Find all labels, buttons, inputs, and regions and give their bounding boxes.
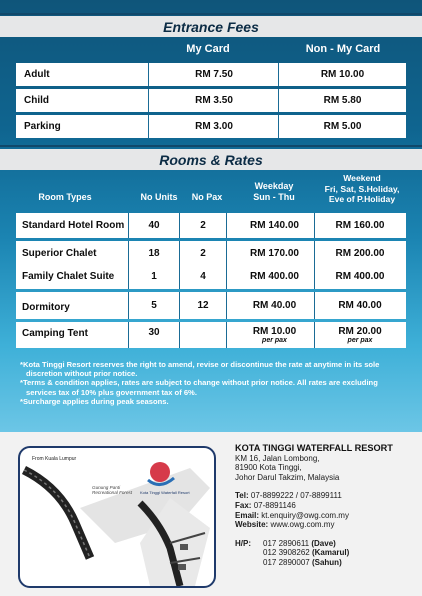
divider xyxy=(128,292,129,319)
divider xyxy=(128,213,129,238)
divider xyxy=(128,322,129,348)
divider xyxy=(226,213,227,238)
map-from-label: From Kuala Lumpur xyxy=(32,456,77,462)
room-type: Superior Chalet xyxy=(22,248,97,259)
hdr-weekend-3: Eve of P.Holiday xyxy=(328,194,396,204)
hdr-units: No Units xyxy=(140,192,178,202)
divider xyxy=(278,115,279,138)
room-pax: 2 xyxy=(200,220,206,231)
room-row xyxy=(16,213,406,238)
entrance-fees-title: Entrance Fees xyxy=(163,18,259,35)
divider xyxy=(226,264,227,289)
divider xyxy=(278,63,279,86)
room-pax: 4 xyxy=(200,271,206,282)
room-weekend-sub: per pax xyxy=(347,337,373,344)
fee-mycard: RM 7.50 xyxy=(195,69,233,80)
room-units: 18 xyxy=(148,248,160,259)
divider xyxy=(148,115,149,138)
resort-logo-icon xyxy=(150,462,170,482)
tel-value[interactable]: 07-8899222 / 07-8899111 xyxy=(250,491,342,501)
contact-block xyxy=(235,444,420,568)
divider xyxy=(179,213,180,238)
hdr-weekend-2: Fri, Sat, S.Holiday, xyxy=(324,183,400,194)
band-line-rooms xyxy=(0,145,422,147)
map-forest-label: Gunung Panti Recreational Forest xyxy=(92,485,133,495)
hdr-room-types: Room Types xyxy=(38,192,92,202)
room-weekday: RM 40.00 xyxy=(252,300,297,311)
room-type: Camping Tent xyxy=(22,328,88,339)
room-weekend: RM 160.00 xyxy=(335,220,385,231)
divider xyxy=(226,292,227,319)
hp-number[interactable]: 017 2890007 xyxy=(263,557,310,567)
map-resort-label: Kota Tinggi Waterfall Resort xyxy=(140,490,190,495)
room-row xyxy=(16,264,406,289)
room-weekday-cell xyxy=(228,326,321,346)
room-weekend-cell xyxy=(314,326,406,346)
hp-name: (Sahun) xyxy=(311,557,342,567)
room-type: Dormitory xyxy=(22,302,70,313)
fee-row-parking xyxy=(16,115,406,138)
address-2: 81900 Kota Tinggi, xyxy=(235,463,302,473)
note-2: *Terms & condition applies, rates are subject to change without prior notice. All rates are excluding services tax of 10% plus government tax of 6%. xyxy=(20,378,378,397)
fee-row-adult xyxy=(16,63,406,86)
hdr-weekend xyxy=(314,173,410,205)
fee-non: RM 5.80 xyxy=(323,95,362,106)
room-pax: 2 xyxy=(200,248,206,259)
divider xyxy=(226,322,227,348)
location-map xyxy=(18,446,216,588)
divider xyxy=(314,264,315,289)
hp-name: (Dave) xyxy=(311,538,336,548)
divider xyxy=(179,241,180,266)
room-weekday: RM 10.00 xyxy=(252,326,297,337)
note-3: *Surcharge applies during peak seasons. xyxy=(20,396,169,406)
email-link[interactable]: kt.enquiry@owg.com.my xyxy=(261,510,349,520)
fee-label: Adult xyxy=(24,69,50,80)
room-weekend: RM 40.00 xyxy=(338,300,382,311)
resort-name: KOTA TINGGI WATERFALL RESORT xyxy=(235,443,393,453)
divider xyxy=(314,322,315,348)
divider xyxy=(179,264,180,289)
address-1: KM 16, Jalan Lombong, xyxy=(235,453,320,463)
divider xyxy=(278,89,279,112)
footer xyxy=(0,432,422,596)
room-pax: 12 xyxy=(197,300,209,311)
hp-item xyxy=(263,558,349,568)
divider xyxy=(314,241,315,266)
divider xyxy=(179,322,180,348)
divider xyxy=(314,213,315,238)
tel-line xyxy=(235,491,420,501)
fee-non: RM 10.00 xyxy=(320,69,365,80)
hp-name: (Kamarul) xyxy=(311,548,350,558)
room-units: 30 xyxy=(148,327,160,338)
col-nonmycard: Non - My Card xyxy=(305,43,381,55)
room-weekday: RM 170.00 xyxy=(250,248,299,259)
fax-line xyxy=(235,501,420,511)
hp-item xyxy=(263,548,349,558)
room-weekday-sub: per pax xyxy=(262,337,287,344)
hp-list xyxy=(263,539,349,568)
room-row xyxy=(16,322,406,348)
room-units: 40 xyxy=(148,220,160,231)
building-icon xyxy=(178,564,186,570)
hdr-pax: No Pax xyxy=(191,192,223,202)
divider xyxy=(226,241,227,266)
room-row xyxy=(16,241,406,266)
hdr-weekday-1: Weekday xyxy=(254,181,294,191)
web-label: Website: xyxy=(235,520,269,530)
rooms-title: Rooms & Rates xyxy=(159,151,263,168)
hp-number[interactable]: 017 2890611 xyxy=(263,538,310,548)
tel-label: Tel: xyxy=(235,491,249,501)
hdr-weekday-2: Sun - Thu xyxy=(253,192,295,202)
fee-row-child xyxy=(16,89,406,112)
email-line xyxy=(235,511,420,521)
hp-item xyxy=(263,539,349,549)
email-label: Email: xyxy=(235,510,260,520)
room-units: 5 xyxy=(151,300,157,311)
room-weekend: RM 200.00 xyxy=(335,248,385,259)
divider xyxy=(128,264,129,289)
hp-block xyxy=(235,539,420,568)
hdr-weekend-1: Weekend xyxy=(343,173,381,183)
map-drawing xyxy=(20,448,214,586)
entrance-fees-band xyxy=(0,16,422,37)
website-link[interactable]: www.owg.com.my xyxy=(270,520,335,530)
spacer xyxy=(235,530,420,539)
fee-mycard: RM 3.50 xyxy=(195,95,233,106)
room-weekday: RM 400.00 xyxy=(250,271,299,282)
hp-number[interactable]: 012 3908262 xyxy=(263,548,310,558)
fee-label: Parking xyxy=(24,121,61,132)
fax-label: Fax: xyxy=(235,500,252,510)
fee-mycard: RM 3.00 xyxy=(195,121,233,132)
spacer xyxy=(235,482,420,491)
divider xyxy=(179,292,180,319)
divider xyxy=(314,292,315,319)
notes xyxy=(20,360,410,406)
note-1: *Kota Tinggi Resort reserves the right to amend, revise or discontinue the rate at anytime in its sole discretion without prior notice. xyxy=(20,360,380,379)
divider xyxy=(148,63,149,86)
web-line xyxy=(235,520,420,530)
fee-non: RM 5.00 xyxy=(323,121,362,132)
divider xyxy=(128,241,129,266)
building-icon xyxy=(180,544,188,550)
room-type: Family Chalet Suite xyxy=(22,271,115,282)
fee-label: Child xyxy=(24,95,49,106)
col-mycard: My Card xyxy=(186,43,230,55)
room-type: Standard Hotel Room xyxy=(22,220,125,231)
fax-value: 07-8891146 xyxy=(253,500,296,510)
address-3: Johor Darul Takzim, Malaysia xyxy=(235,472,340,482)
rooms-band xyxy=(0,149,422,170)
room-units: 1 xyxy=(151,271,157,282)
room-row xyxy=(16,292,406,319)
main-road xyxy=(24,470,90,558)
hp-label: H/P: xyxy=(235,538,251,548)
room-weekday: RM 140.00 xyxy=(250,220,299,231)
room-weekend: RM 400.00 xyxy=(335,271,385,282)
room-weekend: RM 20.00 xyxy=(338,326,382,337)
band-line-top xyxy=(0,13,422,15)
hdr-weekday xyxy=(234,181,314,203)
divider xyxy=(148,89,149,112)
